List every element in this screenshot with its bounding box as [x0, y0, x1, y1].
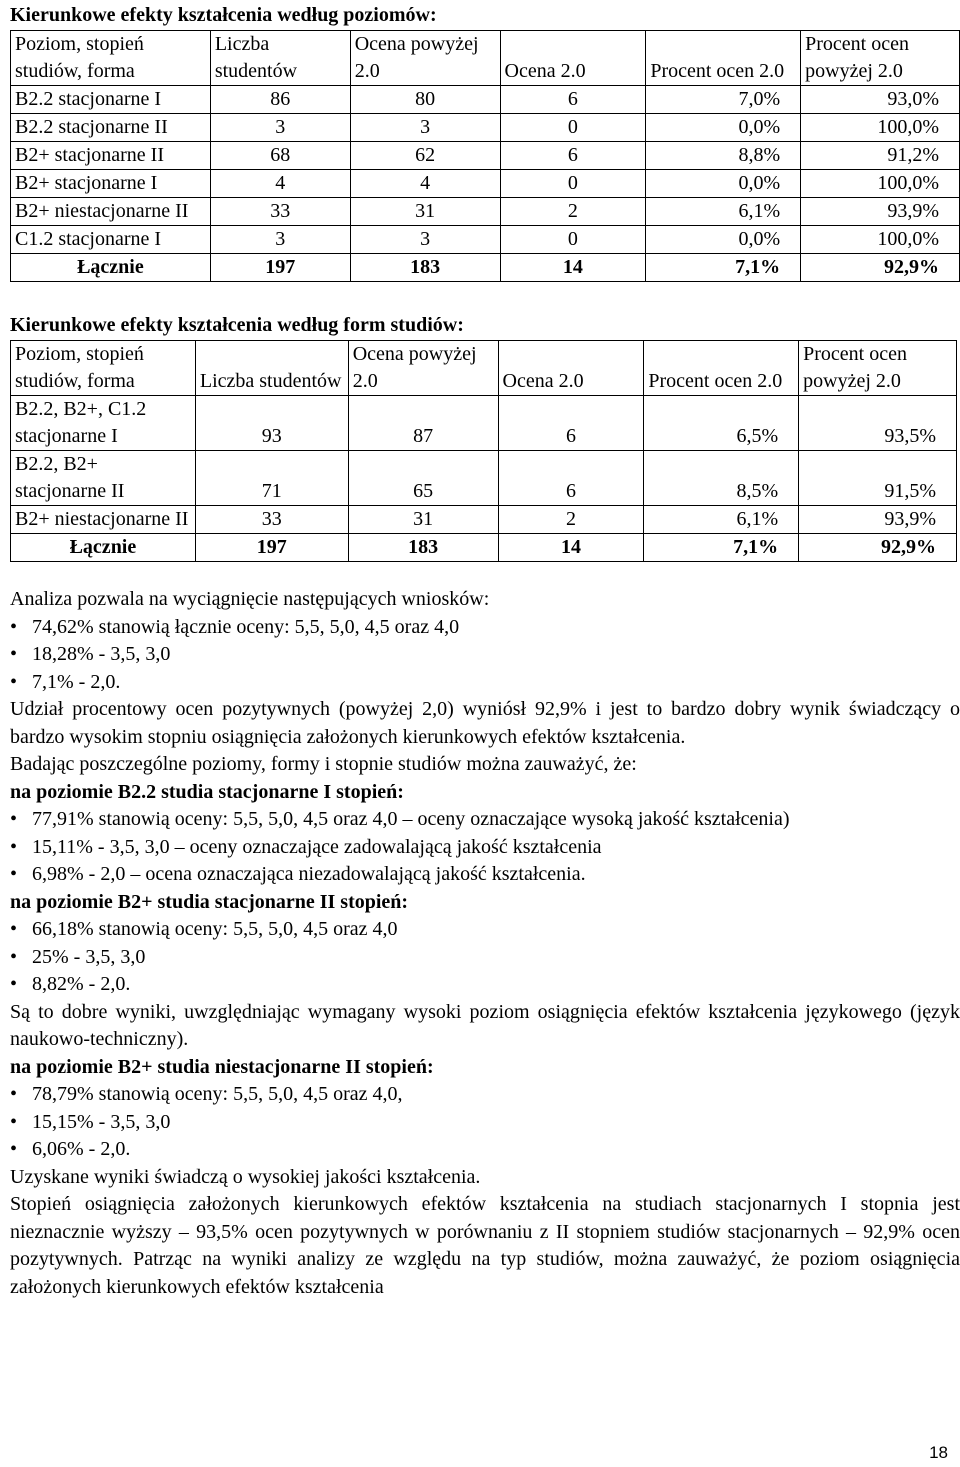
table-cell: 87	[348, 396, 498, 451]
table-cell: 3	[210, 226, 350, 254]
levels-table	[10, 30, 960, 282]
table-cell: 7,1%	[646, 254, 801, 282]
table-cell: 68	[210, 142, 350, 170]
column-header: Ocena powyżej 2.0	[350, 31, 500, 86]
paragraph: Stopień osiągnięcia założonych kierunkowych efektów kształcenia na studiach stacjonarnych I stopnia jest nieznacznie wyższy – 93,5% ocen pozytywnych w porównaniu z II stopniem studiów stacjonarnych – 92,9% ocen pozytywnych. Patrząc na wyniki analizy ze względu na typ studiów, można zauważyć, że poziom osiągnięcia założonych kierunkowych efektów kształcenia	[10, 1193, 960, 1298]
table-row	[11, 396, 957, 451]
column-header: Ocena powyżej 2.0	[348, 341, 498, 396]
table-cell: 8,8%	[646, 142, 801, 170]
level-heading: na poziomie B2+ studia niestacjonarne II stopień:	[10, 1055, 434, 1078]
table-row	[11, 451, 957, 506]
table-cell: Łącznie	[11, 534, 196, 562]
analysis-intro: Analiza pozwala na wyciągnięcie następujących wniosków:	[10, 588, 490, 610]
table-cell: 6,5%	[644, 396, 799, 451]
table-cell: 4	[210, 170, 350, 198]
table-cell: 92,9%	[801, 254, 960, 282]
table-cell: 183	[348, 534, 498, 562]
table-cell: B2.2, B2+, C1.2 stacjonarne I	[11, 396, 196, 451]
table-cell: 93,5%	[799, 396, 957, 451]
list-item: • 74,62% stanowią łącznie oceny: 5,5, 5,0, 4,5 oraz 4,0	[10, 614, 960, 642]
header-row	[11, 31, 960, 86]
table-cell: 93	[195, 396, 348, 451]
table-cell: 93,9%	[799, 506, 957, 534]
table-cell: 6	[498, 396, 644, 451]
table-cell: 6	[498, 451, 644, 506]
table-cell: Łącznie	[11, 254, 211, 282]
level-heading: na poziomie B2.2 studia stacjonarne I stopień:	[10, 780, 404, 803]
level1-bullets	[10, 806, 960, 889]
list-item: • 15,15% - 3,5, 3,0	[10, 1109, 960, 1137]
table-cell: C1.2 stacjonarne I	[11, 226, 211, 254]
table-cell: 91,5%	[799, 451, 957, 506]
column-header: Ocena 2.0	[498, 341, 644, 396]
paragraph: Uzyskane wyniki świadczą o wysokiej jakości kształcenia.	[10, 1165, 481, 1188]
table-cell: 0	[500, 114, 646, 142]
table-cell: B2+ stacjonarne I	[11, 170, 211, 198]
analysis-section	[10, 586, 960, 1301]
table-cell: 8,5%	[644, 451, 799, 506]
header-row	[11, 341, 957, 396]
table-cell: B2.2, B2+ stacjonarne II	[11, 451, 196, 506]
column-header: Poziom, stopień studiów, forma	[11, 341, 196, 396]
table-cell: 100,0%	[801, 226, 960, 254]
table-cell: 6	[500, 142, 646, 170]
forms-table-body	[11, 341, 957, 562]
column-header: Ocena 2.0	[500, 31, 646, 86]
level-heading: na poziomie B2+ studia stacjonarne II stopień:	[10, 890, 409, 913]
table-cell: 14	[500, 254, 646, 282]
table-cell: B2+ niestacjonarne II	[11, 198, 211, 226]
document-page	[10, 0, 960, 1301]
list-item: • 25% - 3,5, 3,0	[10, 944, 960, 972]
table-cell: 92,9%	[799, 534, 957, 562]
total-row	[11, 254, 960, 282]
table-cell: 0	[500, 170, 646, 198]
table-cell: 0	[500, 226, 646, 254]
table-cell: 33	[210, 198, 350, 226]
table-cell: B2.2 stacjonarne I	[11, 86, 211, 114]
page-number: 18	[929, 1443, 948, 1462]
table-cell: 100,0%	[801, 114, 960, 142]
table-cell: 86	[210, 86, 350, 114]
table-cell: 7,1%	[644, 534, 799, 562]
table-cell: 2	[500, 198, 646, 226]
table-cell: 3	[350, 114, 500, 142]
list-item: • 18,28% - 3,5, 3,0	[10, 641, 960, 669]
level2-bullets	[10, 916, 960, 999]
table-cell: 80	[350, 86, 500, 114]
levels-table-body	[11, 31, 960, 282]
table2-title: Kierunkowe efekty kształcenia według form studiów:	[10, 314, 464, 336]
paragraph: Udział procentowy ocen pozytywnych (powyżej 2,0) wyniósł 92,9% i jest to bardzo dobry wynik świadczący o bardzo wysokim stopniu osiągnięcia założonych kierunkowych efektów kształcenia.	[10, 698, 960, 748]
table-cell: 6,1%	[644, 506, 799, 534]
table-cell: 100,0%	[801, 170, 960, 198]
table-cell: B2+ niestacjonarne II	[11, 506, 196, 534]
list-item: • 8,82% - 2,0.	[10, 971, 960, 999]
table-cell: 6,1%	[646, 198, 801, 226]
list-item: • 15,11% - 3,5, 3,0 – oceny oznaczające zadowalającą jakość kształcenia	[10, 834, 960, 862]
column-header: Procent ocen 2.0	[646, 31, 801, 86]
table-cell: 0,0%	[646, 226, 801, 254]
list-item: • 7,1% - 2,0.	[10, 669, 960, 697]
table-cell: 3	[350, 226, 500, 254]
total-row	[11, 534, 957, 562]
paragraph: Badając poszczególne poziomy, formy i stopnie studiów można zauważyć, że:	[10, 753, 637, 775]
column-header: Liczba studentów	[195, 341, 348, 396]
table-cell: 14	[498, 534, 644, 562]
paragraph: Są to dobre wyniki, uwzględniając wymagany wysoki poziom osiągnięcia efektów kształcenia językowego (język naukowo-techniczny).	[10, 1000, 960, 1050]
table-cell: 65	[348, 451, 498, 506]
table-cell: B2.2 stacjonarne II	[11, 114, 211, 142]
table-cell: 0,0%	[646, 170, 801, 198]
table-cell: 93,0%	[801, 86, 960, 114]
level3-bullets	[10, 1081, 960, 1164]
table-cell: 2	[498, 506, 644, 534]
table-cell: 31	[348, 506, 498, 534]
table1-title: Kierunkowe efekty kształcenia według poziomów:	[10, 4, 437, 26]
column-header: Poziom, stopień studiów, forma	[11, 31, 211, 86]
list-item: • 6,06% - 2,0.	[10, 1136, 960, 1164]
table-cell: 93,9%	[801, 198, 960, 226]
column-header: Liczba studentów	[210, 31, 350, 86]
table-row	[11, 506, 957, 534]
table-cell: 71	[195, 451, 348, 506]
column-header: Procent ocen powyżej 2.0	[801, 31, 960, 86]
table-row	[11, 142, 960, 170]
table-cell: 7,0%	[646, 86, 801, 114]
table-row	[11, 170, 960, 198]
table-row	[11, 86, 960, 114]
table-cell: 31	[350, 198, 500, 226]
table-cell: 33	[195, 506, 348, 534]
column-header: Procent ocen 2.0	[644, 341, 799, 396]
table-cell: 4	[350, 170, 500, 198]
table-cell: 0,0%	[646, 114, 801, 142]
summary-bullets	[10, 614, 960, 697]
table-cell: 91,2%	[801, 142, 960, 170]
table-row	[11, 226, 960, 254]
list-item: • 77,91% stanowią oceny: 5,5, 5,0, 4,5 oraz 4,0 – oceny oznaczające wysoką jakość kształcenia)	[10, 806, 960, 834]
table-cell: 197	[195, 534, 348, 562]
table-cell: B2+ stacjonarne II	[11, 142, 211, 170]
column-header: Procent ocen powyżej 2.0	[799, 341, 957, 396]
table-row	[11, 198, 960, 226]
table-cell: 3	[210, 114, 350, 142]
table-cell: 183	[350, 254, 500, 282]
table-cell: 6	[500, 86, 646, 114]
table-row	[11, 114, 960, 142]
forms-table	[10, 340, 957, 562]
table-cell: 197	[210, 254, 350, 282]
list-item: • 78,79% stanowią oceny: 5,5, 5,0, 4,5 oraz 4,0,	[10, 1081, 960, 1109]
list-item: • 6,98% - 2,0 – ocena oznaczająca niezadowalającą jakość kształcenia.	[10, 861, 960, 889]
list-item: • 66,18% stanowią oceny: 5,5, 5,0, 4,5 oraz 4,0	[10, 916, 960, 944]
table-cell: 62	[350, 142, 500, 170]
